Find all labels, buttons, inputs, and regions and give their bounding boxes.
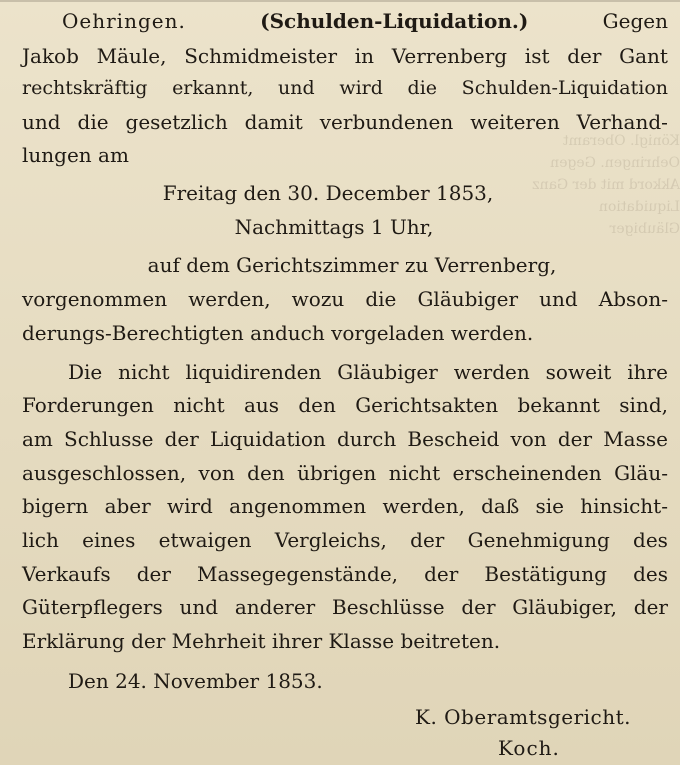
- word: werden,: [188, 287, 271, 311]
- word: übrigen: [297, 461, 377, 485]
- notice-lead-word: Gegen: [602, 9, 668, 33]
- word: soweit: [545, 360, 612, 384]
- notice-subject: (Schulden-Liquidation.): [260, 9, 529, 33]
- word: den: [298, 393, 336, 417]
- body-line: [0, 590, 680, 624]
- word: Schulden-Liquidation: [461, 77, 668, 99]
- word: durch: [336, 427, 397, 451]
- body-line: derungs-Berechtigten anduch vorgeladen werden.: [22, 321, 534, 345]
- notice-place: Oehringen.: [62, 9, 186, 33]
- word: Bestätigung: [484, 562, 607, 586]
- word: Jakob: [22, 44, 79, 68]
- word: rechtskräftig: [22, 77, 148, 99]
- word: nicht: [388, 461, 441, 485]
- word: verbundenen: [319, 110, 454, 134]
- word: damit: [244, 110, 303, 134]
- word: Die: [68, 360, 103, 384]
- body-line: [0, 489, 680, 523]
- word: liquidirenden: [185, 360, 322, 384]
- word: die: [407, 77, 438, 99]
- word: Liquidation: [209, 427, 326, 451]
- word: sind,: [619, 393, 668, 417]
- word: Genehmigung: [467, 528, 610, 552]
- word: der: [410, 528, 445, 552]
- word: und: [22, 110, 61, 134]
- word: und: [539, 287, 578, 311]
- notice-date: Den 24. November 1853.: [68, 669, 323, 693]
- word: Beschlüsse: [332, 595, 445, 619]
- word: Gant: [619, 44, 668, 68]
- word: eines: [82, 528, 136, 552]
- body-line: [0, 388, 680, 422]
- word: der: [567, 44, 602, 68]
- word: erkannt,: [172, 77, 254, 99]
- word: bekannt: [517, 393, 600, 417]
- word: der: [136, 562, 171, 586]
- body-line: [0, 71, 680, 105]
- body-line: [0, 422, 680, 456]
- word: nicht: [118, 360, 170, 384]
- word: lich: [22, 528, 59, 552]
- word: Schlusse: [64, 427, 154, 451]
- word: am: [22, 427, 53, 451]
- word: gesetzlich: [125, 110, 228, 134]
- word: Massegegenstände,: [196, 562, 399, 586]
- word: werden: [453, 360, 530, 384]
- hearing-time: Nachmittags 1 Uhr,: [234, 215, 434, 239]
- body-line: [0, 523, 680, 557]
- word: des: [633, 562, 668, 586]
- word: Bescheid: [407, 427, 500, 451]
- word: Verkaufs: [22, 562, 111, 586]
- word: Forderungen: [22, 393, 154, 417]
- word: anderer: [234, 595, 316, 619]
- word: daß: [481, 494, 520, 518]
- word: Gläubiger: [417, 287, 519, 311]
- word: und: [278, 77, 315, 99]
- word: ausgeschlossen,: [22, 461, 187, 485]
- bleed-through-text: Königl. Oberamt Oehringen. Gegen Akkord mit der Ganz Liquidation Gläubiger: [532, 133, 680, 237]
- word: den: [247, 461, 285, 485]
- word: aus: [243, 393, 280, 417]
- word: Mäule,: [96, 44, 167, 68]
- word: der: [633, 595, 668, 619]
- hearing-date: Freitag den 30. December 1853,: [162, 181, 494, 205]
- word: von: [510, 427, 547, 451]
- word: Schmidmeister: [184, 44, 338, 68]
- word: erscheinenden: [452, 461, 602, 485]
- body-line: [0, 105, 680, 139]
- word: von: [198, 461, 235, 485]
- word: sie: [535, 494, 564, 518]
- word: Verrenberg: [391, 44, 508, 68]
- hearing-place: auf dem Gerichtszimmer zu Verrenberg,: [147, 253, 557, 277]
- word: der: [461, 595, 496, 619]
- body-line: [0, 39, 680, 73]
- word: Gläu-: [614, 461, 668, 485]
- word: Güterpflegers: [22, 595, 163, 619]
- word: werden,: [382, 494, 465, 518]
- word: der: [557, 427, 593, 451]
- word: nicht: [173, 393, 225, 417]
- word: die: [365, 287, 397, 311]
- word: ihre: [627, 360, 668, 384]
- word: Vergleichs,: [274, 528, 387, 552]
- word: etwaigen: [158, 528, 252, 552]
- word: angenommen: [229, 494, 367, 518]
- body-line: [0, 456, 680, 490]
- court-signature: K. Oberamtsgericht.: [415, 705, 632, 729]
- word: die: [77, 110, 109, 134]
- word: Abson-: [598, 287, 668, 311]
- word: vorgenommen: [22, 287, 168, 311]
- top-edge: [0, 0, 680, 2]
- word: Masse: [603, 427, 668, 451]
- body-line: lungen am: [22, 143, 129, 167]
- word: in: [354, 44, 375, 68]
- body-line: [0, 355, 680, 389]
- word: wird: [339, 77, 383, 99]
- word: wird: [166, 494, 213, 518]
- signatory-name: Koch.: [498, 736, 560, 760]
- word: hinsicht-: [580, 494, 668, 518]
- word: bigern: [22, 494, 89, 518]
- word: weiteren: [470, 110, 560, 134]
- word: Verhand-: [576, 110, 668, 134]
- word: und: [179, 595, 219, 619]
- word: des: [633, 528, 668, 552]
- word: der: [424, 562, 459, 586]
- body-line: [0, 557, 680, 591]
- word: wozu: [291, 287, 345, 311]
- body-line: [0, 282, 680, 316]
- word: der: [164, 427, 199, 451]
- word: aber: [104, 494, 151, 518]
- word: ist: [524, 44, 550, 68]
- word: Gläubiger: [337, 360, 438, 384]
- body-line: Erklärung der Mehrheit ihrer Klasse beitreten.: [22, 629, 501, 653]
- word: Gläubiger,: [512, 595, 618, 619]
- notice-heading-line: [0, 4, 680, 38]
- word: Gerichtsakten: [355, 393, 499, 417]
